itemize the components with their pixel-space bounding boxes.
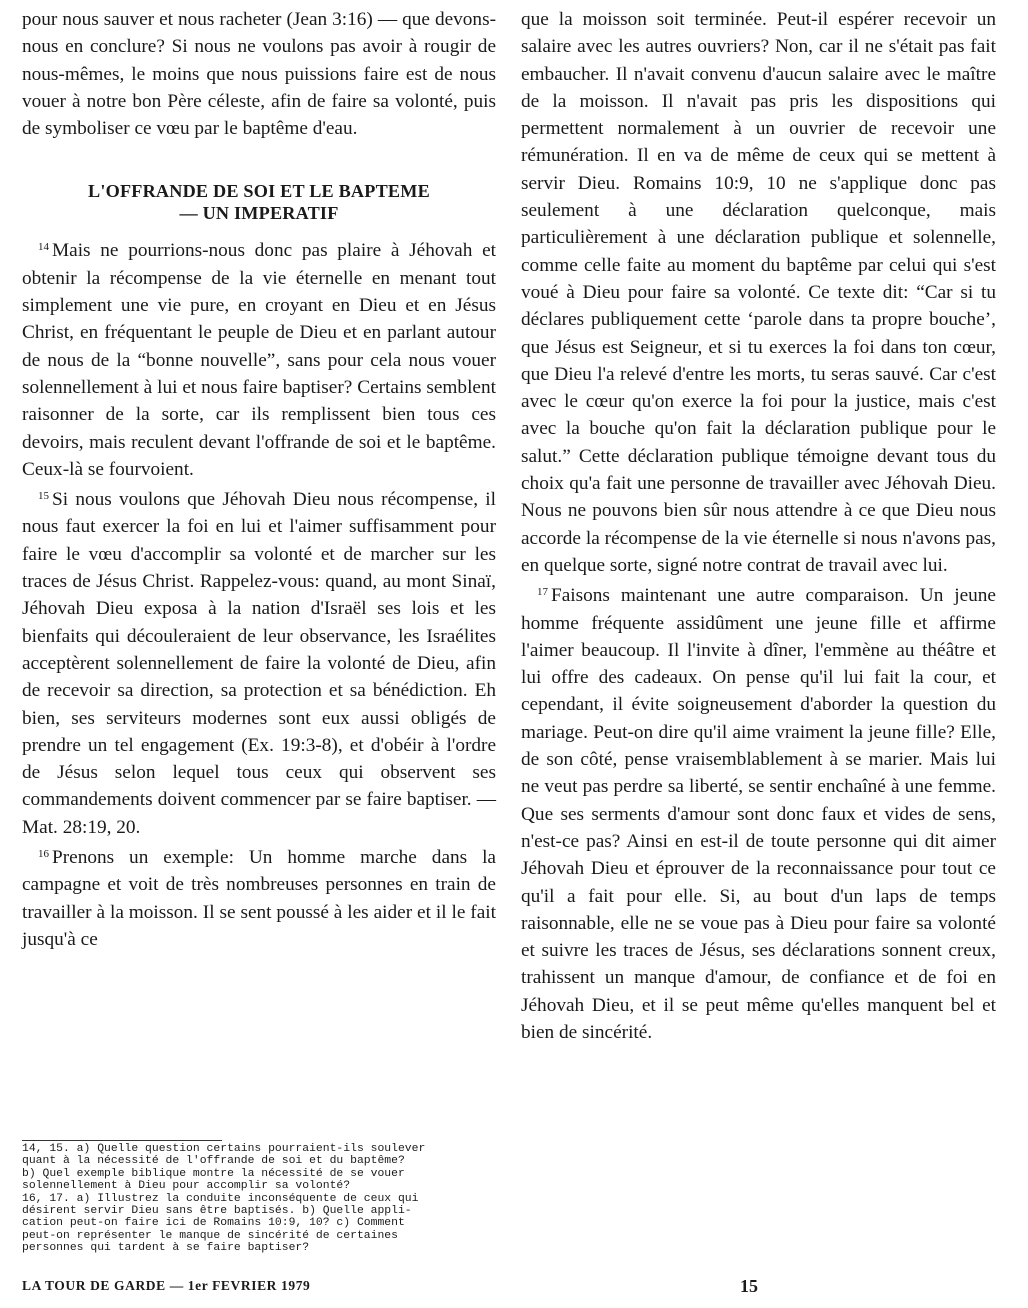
section-heading-line-1: L'OFFRANDE DE SOI ET LE BAPTEME	[88, 181, 430, 202]
right-column	[521, 6, 996, 1046]
paragraph-16-start	[22, 841, 496, 953]
paragraph-number-16: 16	[38, 848, 49, 861]
footnote-line: quant à la nécessité de l'offrande de soi et du baptême?	[22, 1155, 405, 1168]
left-column	[22, 6, 496, 953]
paragraph-15-text: Si nous voulons que Jéhovah Dieu nous récompense, il nous faut exercer la foi en lui et l'aimer suffisamment pour faire le vœu d'accomplir sa volonté et de marcher sur les traces de Jésus Christ. Rappelez-vous: quand, au mont Sinaï, Jéhovah Dieu exposa à la nation d'Israël ses lois et les bienfaits qui découleraient de leur observance, les Israélites acceptèrent solennellement de faire la volonté de Dieu, afin de recevoir sa direction, sa protection et sa bénédiction. Eh bien, ses serviteurs modernes sont eux aussi obligés de prendre un tel engagement (Ex. 19:3-8), et d'obéir à l'ordre de Jésus selon lequel tous ceux qui observent ses commandements doivent commencer par se faire baptiser. — Mat. 28:19, 20.	[22, 489, 496, 838]
footnote-line: peut-on représenter le manque de sincérité de certaines	[22, 1229, 398, 1242]
paragraph-number-15: 15	[38, 490, 49, 503]
footnote-line: 16, 17. a) Illustrez la conduite inconséquente de ceux qui	[22, 1192, 419, 1205]
section-heading	[22, 180, 496, 224]
footnote-rule	[22, 1140, 222, 1141]
study-questions-footnotes	[22, 1143, 500, 1255]
continued-paragraph: pour nous sauver et nous racheter (Jean 3:16) — que devons-nous en conclure? Si nous ne voulons pas avoir à rougir de nous-mêmes, le moins que nous puissions faire est de nous vouer à notre bon Père céleste, afin de faire sa volonté, puis de symboliser ce vœu par le baptême d'eau.	[22, 9, 496, 140]
footnote-line: personnes qui tardent à se faire baptiser?	[22, 1242, 310, 1255]
paragraph-number-14: 14	[38, 241, 49, 254]
paragraph-16-end: que la moisson soit terminée. Peut-il espérer recevoir un salaire avec les autres ouvriers? Non, car il ne s'était pas fait embaucher. Il n'avait convenu d'aucun salaire avec le maître de la moisson. Il n'avait pas pris les dispositions qui permettent normalement à un ouvrier de recevoir une rémunération. Il en va de même de ceux qui se mettent à servir Dieu. Romains 10:9, 10 ne s'applique donc pas seulement à une déclaration quelconque, mais particulièrement à une déclaration publique et solennelle, comme celle faite au moment du baptême par celui qui s'est voué à Dieu pour faire sa volonté. Ce texte dit: “Car si tu déclares publiquement cette ‘parole dans ta propre bouche’, que Jésus est Seigneur, et si tu exerces la foi dans ton cœur, que Dieu l'a relevé d'entre les morts, tu seras sauvé. Car c'est avec le cœur qu'on exerce la foi pour la justice, mais c'est avec la bouche qu'on fait la déclaration publique pour le salut.” Cette déclaration publique témoigne devant tous du choix qu'a fait une personne de travailler avec Jéhovah Dieu. Nous ne pouvons bien sûr nous attendre à ce que Dieu nous accorde la récompense de la vie éternelle si nous n'avons pas, en quelque sorte, signé notre contrat de travail avec lui.	[521, 9, 996, 576]
footnote-line: b) Quel exemple biblique montre la nécessité de se vouer	[22, 1167, 405, 1180]
footnote-line: cation peut-on faire ici de Romains 10:9, 10? c) Comment	[22, 1217, 405, 1230]
footnote-line: désirent servir Dieu sans être baptisés. b) Quelle appli-	[22, 1205, 412, 1218]
section-heading-line-2: — UN IMPERATIF	[179, 203, 339, 224]
paragraph-number-17: 17	[537, 586, 548, 599]
paragraph-17	[521, 579, 996, 1046]
publication-footer: LA TOUR DE GARDE — 1er FEVRIER 1979	[22, 1278, 311, 1293]
paragraph-14-text: Mais ne pourrions-nous donc pas plaire à Jéhovah et obtenir la récompense de la vie éternelle en menant tout simplement une vie pure, en croyant en Dieu et en Jésus Christ, en fréquentant le peuple de Dieu et en parlant autour de nous de la “bonne nouvelle”, sans pour cela nous vouer solennellement à lui et nous faire baptiser? Certains semblent raisonner de la sorte, car ils remplissent bien tous ces devoirs, mais reculent devant l'offrande de soi et le baptême. Ceux-là se fourvoient.	[22, 240, 496, 480]
paragraph-14	[22, 234, 496, 483]
footnote-line: 14, 15. a) Quelle question certains pourraient-ils soulever	[22, 1143, 426, 1155]
paragraph-16-start-text: Prenons un exemple: Un homme marche dans la campagne et voit de très nombreuses personnes en train de travailler à la moisson. Il se sent poussé à les aider et il le fait jusqu'à ce	[22, 847, 496, 950]
paragraph-15	[22, 483, 496, 841]
footnote-line: solennellement à Dieu pour accomplir sa volonté?	[22, 1180, 351, 1193]
page-number: 15	[740, 1276, 758, 1296]
paragraph-17-text: Faisons maintenant une autre comparaison. Un jeune homme fréquente assidûment une jeune fille et affirme l'aimer beaucoup. Il l'invite à dîner, l'emmène au théâtre et lui offre des cadeaux. On pense qu'il lui fait la cour, et cependant, il évite soigneusement d'aborder la question du mariage. Peut-on dire qu'il aime vraiment la jeune fille? Elle, de son côté, pense vraisemblablement à se marier. Mais lui ne veut pas perdre sa liberté, se sentir enchaîné à une femme. Que ses serments d'amour sont donc faux et vides de sens, n'est-ce pas? Ainsi en est-il de toute personne qui dit aimer Jéhovah Dieu et éprouver de la reconnaissance pour tout ce qu'il a fait pour elle. Si, au bout d'un laps de temps raisonnable, elle ne se voue pas à Dieu pour faire sa volonté et suivre les traces de Jésus, ses déclarations sonnent creux, trahissent un manque d'amour, de confiance et de foi en Jéhovah Dieu, et il se peut même qu'elles manquent bel et bien de sincérité.	[521, 585, 996, 1043]
